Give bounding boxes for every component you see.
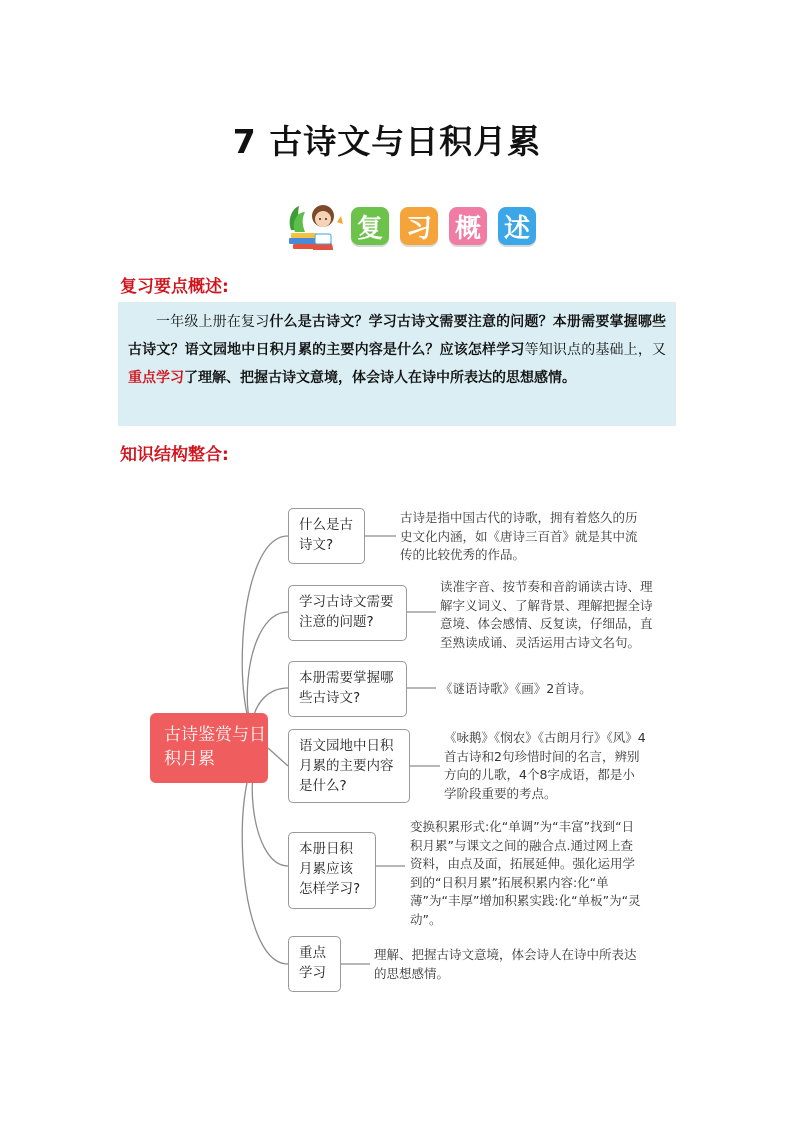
mindmap-node-question: 语文园地中日积月累的主要内容是什么? (288, 729, 410, 803)
summary-text: 等知识点的基础上，又 (524, 342, 667, 358)
page-title: 7 古诗文与日积月累 (232, 122, 542, 161)
banner-tile: 概 (449, 207, 487, 245)
mindmap-root-node: 古诗鉴赏与日积月累 (150, 713, 268, 783)
banner-tile: 述 (498, 207, 536, 245)
summary-text: 一年级上册在复习 (156, 314, 270, 330)
section-heading-review-points: 复习要点概述: (120, 277, 229, 297)
mindmap-leaf-answer: 《咏鹅》《悯农》《古朗月行》《风》4首古诗和2句珍惜时间的名言，辨别方向的儿歌，4个8字成语，都是小学阶段重要的考点。 (444, 730, 646, 801)
mindmap-node-question: 重点学习 (288, 936, 341, 992)
banner-tile: 复 (351, 207, 389, 245)
section-heading-knowledge-structure: 知识结构整合: (120, 445, 229, 465)
mindmap-node-question: 本册需要掌握哪些古诗文? (288, 661, 407, 717)
mindmap-leaf-answer: 变换积累形式:化“单调”为“丰富”找到“日积月累”与课文之间的融合点.通过网上查资料，由点及面，拓展延伸。强化运用学到的“日积月累”拓展积累内容:化“单薄”为“丰厚”增加积累实践:化“单板”为“灵动”。 (410, 819, 641, 927)
mindmap-node-question: 学习古诗文需要注意的问题? (288, 585, 407, 641)
mindmap-leaf-answer: 读准字音、按节奏和音韵诵读古诗、理解字义词义、了解背景、理解把握全诗意境、体会感情、反复读，仔细品，直至熟读成诵、灵活运用古诗文名句。 (440, 579, 653, 650)
mindmap-node-question: 什么是古诗文? (288, 508, 365, 564)
summary-topics: 什么是古诗文？学习古诗文需要注意的问题？本册需要掌握哪些古诗文？语文园地中日积月累的主要内容是什么？应该怎样学习 (128, 314, 667, 358)
summary-key-learning: 重点学习 (128, 370, 184, 386)
mindmap-node-question: 本册日积月累应该怎样学习? (288, 832, 376, 909)
mindmap-leaf-answer: 古诗是指中国古代的诗歌，拥有着悠久的历史文化内涵，如《唐诗三百首》就是其中流传的比较优秀的作品。 (400, 510, 638, 562)
summary-goal: 了理解、把握古诗文意境，体会诗人在诗中所表达的思想感情。 (184, 370, 576, 386)
mindmap-leaf-answer: 理解、把握古诗文意境，体会诗人在诗中所表达的思想感情。 (374, 947, 637, 981)
banner-tile: 习 (400, 207, 438, 245)
mindmap-leaf-answer: 《谜语诗歌》《画》2首诗。 (440, 681, 592, 696)
